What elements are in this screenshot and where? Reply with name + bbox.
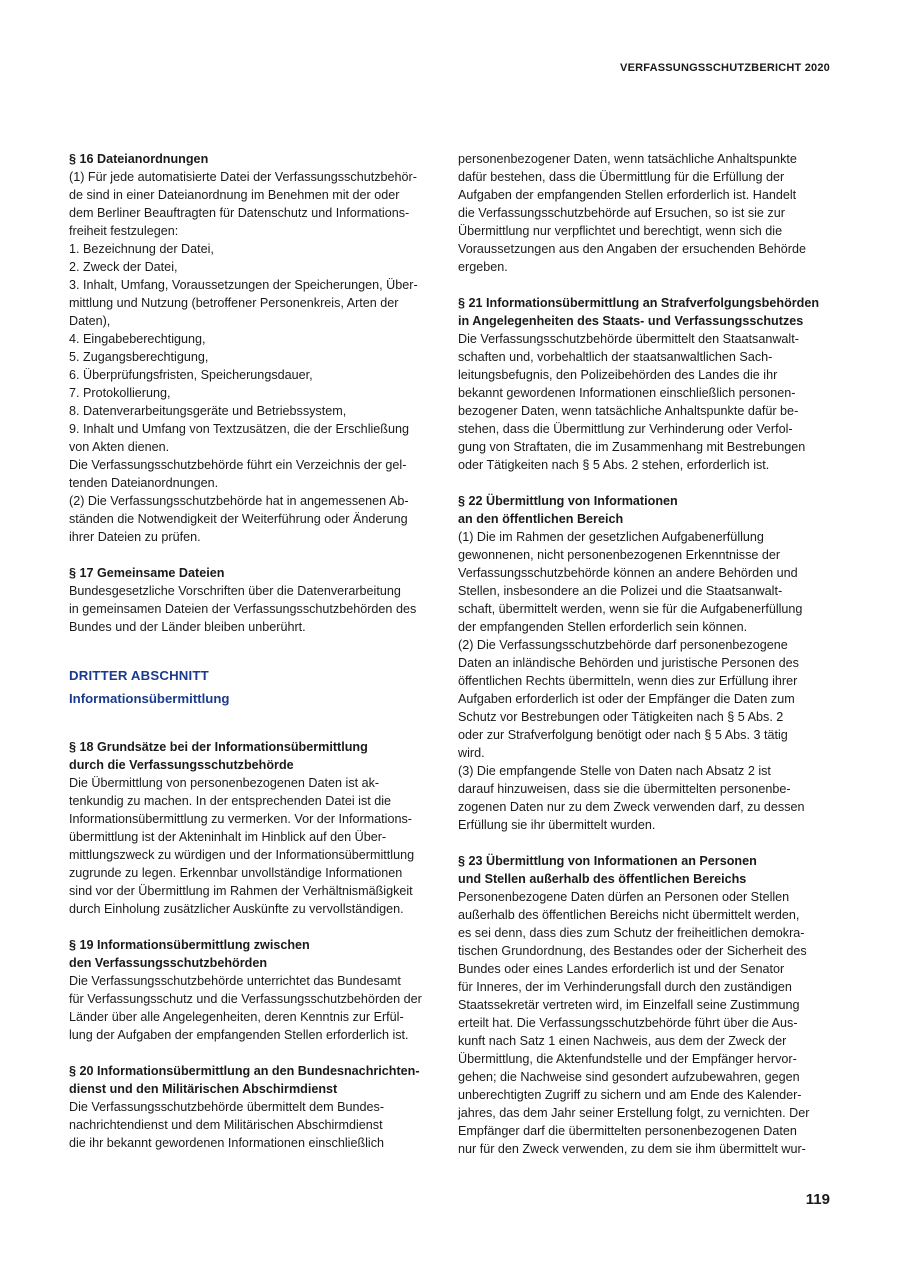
text-line: (1) Die im Rahmen der gesetzlichen Aufgabenerfüllung	[458, 530, 764, 544]
text-line: (2) Die Verfassungsschutzbehörde hat in angemessenen Ab-	[69, 494, 409, 508]
text-line: mittlung und Nutzung (betroffener Personenkreis, Arten der	[69, 296, 399, 310]
chapter-title: DRITTER ABSCHNITT	[69, 668, 209, 683]
text-line: Die Verfassungsschutzbehörde übermittelt den Staatsanwalt-	[458, 332, 799, 346]
text-line: jahres, das dem Jahr seiner Erstellung folgt, zu vernichten. Der	[458, 1106, 810, 1120]
text-line: 2. Zweck der Datei,	[69, 260, 178, 274]
text-line: 5. Zugangsberechtigung,	[69, 350, 209, 364]
text-line: dem Berliner Beauftragten für Datenschutz und Informations-	[69, 206, 410, 220]
text-line: tischen Grundordnung, des Bestandes oder der Sicherheit des	[458, 944, 807, 958]
page-number: 119	[805, 1191, 830, 1208]
text-line: Daten),	[69, 314, 111, 328]
section-21	[458, 294, 830, 474]
text-line: 9. Inhalt und Umfang von Textzusätzen, die der Erschließung	[69, 422, 409, 436]
text-line: darauf hinzuweisen, dass sie die übermittelten personenbe-	[458, 782, 791, 796]
section-body	[69, 774, 441, 918]
section-20-continued	[458, 150, 830, 276]
text-line: Staatssekretär vertreten wird, im Einzelfall seine Zustimmung	[458, 998, 800, 1012]
section-title: in Angelegenheiten des Staats- und Verfassungsschutzes	[458, 314, 804, 328]
section-title: § 17 Gemeinsame Dateien	[69, 566, 225, 580]
section-title: und Stellen außerhalb des öffentlichen Bereichs	[458, 872, 747, 886]
text-line: schaft, übermittelt werden, wenn sie für die Aufgabenerfüllung	[458, 602, 803, 616]
text-line: lung der Aufgaben der empfangenden Stellen erforderlich ist.	[69, 1028, 409, 1042]
section-title: § 22 Übermittlung von Informationen	[458, 494, 678, 508]
text-line: Schutz vor Bestrebungen oder Tätigkeiten nach § 5 Abs. 2	[458, 710, 784, 724]
text-line: in gemeinsamen Dateien der Verfassungsschutzbehörden des	[69, 602, 417, 616]
text-line: 8. Datenverarbeitungsgeräte und Betriebssystem,	[69, 404, 347, 418]
text-line: stehen, dass die Übermittlung zur Verhinderung oder Verfol-	[458, 422, 793, 436]
section-title: § 16 Dateianordnungen	[69, 152, 209, 166]
text-line: 3. Inhalt, Umfang, Voraussetzungen der Speicherungen, Über-	[69, 278, 418, 292]
text-line: Aufgaben der empfangenden Stellen erforderlich ist. Handelt	[458, 188, 797, 202]
text-line: erteilt hat. Die Verfassungsschutzbehörde führt über die Aus-	[458, 1016, 798, 1030]
section-title: § 20 Informationsübermittlung an den Bundesnachrichten-	[69, 1064, 420, 1078]
chapter-heading	[69, 666, 441, 712]
section-title: § 19 Informationsübermittlung zwischen	[69, 938, 310, 952]
text-line: Bundesgesetzliche Vorschriften über die Datenverarbeitung	[69, 584, 401, 598]
section-title: § 18 Grundsätze bei der Informationsübermittlung	[69, 740, 368, 754]
text-line: 6. Überprüfungsfristen, Speicherungsdauer,	[69, 368, 313, 382]
text-line: ständen die Notwendigkeit der Weiterführung oder Änderung	[69, 512, 408, 526]
section-title: durch die Verfassungsschutzbehörde	[69, 758, 294, 772]
text-line: es sei denn, dass dies zum Schutz der freiheitlichen demokra-	[458, 926, 805, 940]
text-line: Erfüllung sie ihr übermittelt wurden.	[458, 818, 656, 832]
section-body	[458, 150, 830, 276]
text-line: tenden Dateianordnungen.	[69, 476, 219, 490]
text-line: Empfänger darf die übermittelten personenbezogenen Daten	[458, 1124, 797, 1138]
text-line: oder zur Strafverfolgung benötigt oder nach § 5 Abs. 3 tätig	[458, 728, 788, 742]
text-line: kunft nach Satz 1 einen Nachweis, aus dem der Zweck der	[458, 1034, 787, 1048]
section-body	[69, 582, 441, 636]
text-line: bekannt gewordenen Informationen einschließlich personen-	[458, 386, 796, 400]
section-22	[458, 492, 830, 834]
text-line: öffentlichen Rechts übermitteln, wenn dies zur Erfüllung ihrer	[458, 674, 798, 688]
section-body	[69, 168, 441, 546]
section-title: § 23 Übermittlung von Informationen an Personen	[458, 854, 757, 868]
section-17	[69, 564, 441, 636]
text-line: der empfangenden Stellen erforderlich sein können.	[458, 620, 748, 634]
section-body	[69, 972, 441, 1044]
text-line: 4. Eingabeberechtigung,	[69, 332, 206, 346]
right-column	[458, 150, 830, 1176]
text-line: Die Verfassungsschutzbehörde übermittelt dem Bundes-	[69, 1100, 385, 1114]
text-line: zugrunde zu legen. Erkennbar unvollständige Informationen	[69, 866, 403, 880]
text-line: Stellen, insbesondere an die Polizei und die Staatsanwalt-	[458, 584, 783, 598]
text-line: oder Tätigkeiten nach § 5 Abs. 2 stehen, erforderlich ist.	[458, 458, 770, 472]
text-line: personenbezogener Daten, wenn tatsächliche Anhaltspunkte	[458, 152, 797, 166]
section-body	[458, 528, 830, 834]
text-line: Länder über alle Angelegenheiten, deren Kenntnis zur Erfül-	[69, 1010, 404, 1024]
text-line: Übermittlung, die Aktenfundstelle und der Empfänger hervor-	[458, 1052, 797, 1066]
text-line: übermittlung ist der Akteninhalt im Hinblick auf den Über-	[69, 830, 387, 844]
text-line: Informationsübermittlung zu vermerken. Vor der Informations-	[69, 812, 412, 826]
left-column	[69, 150, 441, 1170]
text-line: Die Verfassungsschutzbehörde führt ein Verzeichnis der gel-	[69, 458, 407, 472]
text-line: Die Übermittlung von personenbezogenen Daten ist ak-	[69, 776, 380, 790]
text-line: Bundes und der Länder bleiben unberührt.	[69, 620, 306, 634]
text-line: Voraussetzungen aus den Angaben der ersuchenden Behörde	[458, 242, 807, 256]
section-body	[458, 330, 830, 474]
section-23	[458, 852, 830, 1158]
text-line: für Inneres, der im Verhinderungsfall durch den zuständigen	[458, 980, 792, 994]
text-line: Bundes oder eines Landes erforderlich ist und der Senator	[458, 962, 785, 976]
section-20	[69, 1062, 441, 1152]
text-line: Verfassungsschutzbehörde können an andere Behörden und	[458, 566, 798, 580]
text-line: nachrichtendienst und dem Militärischen Abschirmdienst	[69, 1118, 383, 1132]
text-line: dafür bestehen, dass die Übermittlung für die Erfüllung der	[458, 170, 785, 184]
text-line: Personenbezogene Daten dürfen an Personen oder Stellen	[458, 890, 790, 904]
text-line: 7. Protokollierung,	[69, 386, 171, 400]
section-19	[69, 936, 441, 1044]
text-line: tenkundig zu machen. In der entsprechenden Datei ist die	[69, 794, 392, 808]
text-line: unberechtigten Zugriff zu sichern und am Ende des Kalender-	[458, 1088, 802, 1102]
text-line: die Verfassungsschutzbehörde auf Ersuchen, so ist sie zur	[458, 206, 785, 220]
text-line: mittlungszweck zu würdigen und der Informationsübermittlung	[69, 848, 415, 862]
text-line: schaften und, vorbehaltlich der staatsanwaltlichen Sach-	[458, 350, 773, 364]
text-line: gewonnenen, nicht personenbezogenen Erkenntnisse der	[458, 548, 781, 562]
text-line: durch Einholung zusätzlicher Auskünfte zu vervollständigen.	[69, 902, 404, 916]
text-line: gung von Straftaten, die im Zusammenhang mit Bestrebungen	[458, 440, 806, 454]
section-body	[69, 1098, 441, 1152]
text-line: leitungsbefugnis, den Polizeibehörden des Landes die ihr	[458, 368, 778, 382]
chapter-subtitle: Informationsübermittlung	[69, 691, 230, 706]
text-line: außerhalb des öffentlichen Bereichs nicht übermittelt werden,	[458, 908, 800, 922]
text-line: ergeben.	[458, 260, 508, 274]
text-line: für Verfassungsschutz und die Verfassungsschutzbehörden der	[69, 992, 422, 1006]
text-line: sind vor der Übermittlung im Rahmen der Verhältnismäßigkeit	[69, 884, 413, 898]
text-line: ihrer Dateien zu prüfen.	[69, 530, 201, 544]
section-title: dienst und den Militärischen Abschirmdienst	[69, 1082, 338, 1096]
text-line: (1) Für jede automatisierte Datei der Verfassungsschutzbehör-	[69, 170, 417, 184]
text-line: wird.	[458, 746, 485, 760]
text-line: Die Verfassungsschutzbehörde unterrichtet das Bundesamt	[69, 974, 401, 988]
section-18	[69, 738, 441, 918]
section-title: an den öffentlichen Bereich	[458, 512, 624, 526]
text-line: Aufgaben erforderlich ist oder der Empfänger die Daten zum	[458, 692, 795, 706]
text-line: de sind in einer Dateianordnung im Benehmen mit der oder	[69, 188, 400, 202]
text-line: gehen; die Nachweise sind gesondert aufzubewahren, gegen	[458, 1070, 800, 1084]
text-line: von Akten dienen.	[69, 440, 170, 454]
text-line: (2) Die Verfassungsschutzbehörde darf personenbezogene	[458, 638, 788, 652]
text-line: nur für den Zweck verwenden, zu dem sie ihm übermittelt wur-	[458, 1142, 806, 1156]
section-title: den Verfassungsschutzbehörden	[69, 956, 268, 970]
text-line: (3) Die empfangende Stelle von Daten nach Absatz 2 ist	[458, 764, 771, 778]
text-line: 1. Bezeichnung der Datei,	[69, 242, 214, 256]
text-line: zogenen Daten nur zu dem Zweck verwenden darf, zu dessen	[458, 800, 805, 814]
text-line: Daten an inländische Behörden und juristische Personen des	[458, 656, 799, 670]
text-line: freiheit festzulegen:	[69, 224, 179, 238]
text-line: bezogener Daten, wenn tatsächliche Anhaltspunkte dafür be-	[458, 404, 799, 418]
section-body	[458, 888, 830, 1158]
text-line: Übermittlung nur verpflichtet und berechtigt, wenn sich die	[458, 224, 783, 238]
section-title: § 21 Informationsübermittlung an Strafverfolgungsbehörden	[458, 296, 820, 310]
running-header: VERFASSUNGSSCHUTZBERICHT 2020	[620, 62, 830, 74]
section-16	[69, 150, 441, 546]
text-line: die ihr bekannt gewordenen Informationen einschließlich	[69, 1136, 385, 1150]
